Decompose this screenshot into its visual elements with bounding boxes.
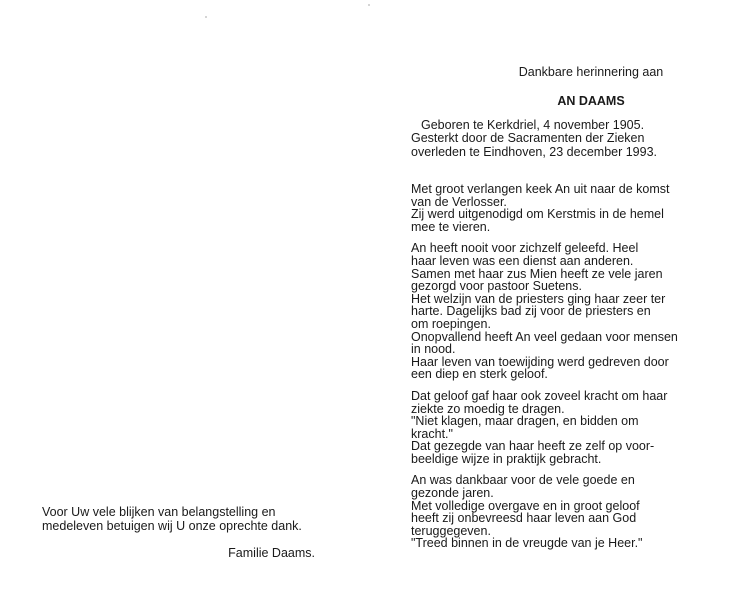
memorial-paragraph	[411, 390, 686, 466]
memorial-line: haar leven was een dienst aan anderen.	[411, 253, 634, 268]
biography	[411, 119, 686, 159]
memorial-paragraph	[411, 183, 686, 233]
memorial-paragraph	[411, 242, 686, 381]
memorial-line: Samen met haar zus Mien heeft ze vele jaren	[411, 266, 663, 281]
memorial-line: Dat geloof gaf haar ook zoveel kracht om haar	[411, 388, 668, 403]
memorial-text	[411, 183, 686, 550]
memorial-line: ziekte zo moedig te dragen.	[411, 401, 565, 416]
memorial-line: een diep en sterk geloof.	[411, 367, 548, 382]
memorial-line: "Treed binnen in de vreugde van je Heer."	[411, 536, 643, 551]
thanks-line: medeleven betuigen wij U onze oprechte dank.	[42, 518, 302, 533]
memorial-line: Dat gezegde van haar heeft ze zelf op voor-	[411, 439, 655, 454]
memorial-line: gezonde jaren.	[411, 486, 494, 501]
memorial-line: harte. Dagelijks bad zij voor de priesters en	[411, 304, 651, 319]
family-signature: Familie Daams.	[228, 546, 315, 560]
memorial-line: gezorgd voor pastoor Suetens.	[411, 279, 582, 294]
right-panel	[367, 0, 735, 597]
memorial-line: Haar leven van toewijding werd gedreven door	[411, 354, 669, 369]
thanks-message	[42, 506, 318, 533]
memorial-line: Het welzijn van de priesters ging haar zeer ter	[411, 291, 666, 306]
memorial-line: teruggegeven.	[411, 523, 491, 538]
deceased-name: AN DAAMS	[557, 94, 625, 108]
bio-line: Geboren te Kerkdriel, 4 november 1905.	[421, 118, 645, 132]
memorial-line: om roepingen.	[411, 316, 491, 331]
memorial-line: kracht."	[411, 426, 453, 441]
memorial-line: Zij werd uitgenodigd om Kerstmis in de hemel	[411, 207, 664, 222]
memorial-line: Met groot verlangen keek An uit naar de komst	[411, 182, 670, 196]
memorial-line: Met volledige overgave en in groot geloof	[411, 498, 640, 513]
bio-line: Gesterkt door de Sacramenten der Zieken	[411, 131, 645, 146]
intro-text: Dankbare herinnering aan	[518, 65, 664, 79]
memorial-line: beeldige wijze in praktijk gebracht.	[411, 451, 602, 466]
memorial-line: heeft zij onbevreesd haar leven aan God	[411, 511, 637, 526]
thanks-line: Voor Uw vele blijken van belangstelling en	[42, 505, 276, 519]
bio-line: overleden te Eindhoven, 23 december 1993.	[411, 144, 658, 159]
left-panel	[0, 0, 367, 597]
memorial-line: Onopvallend heeft An veel gedaan voor mensen	[411, 329, 678, 344]
memorial-line: van de Verlosser.	[411, 194, 507, 209]
memorial-line: An was dankbaar voor de vele goede en	[411, 473, 635, 488]
memorial-line: mee te vieren.	[411, 219, 491, 234]
paper-speck	[205, 16, 207, 18]
memorial-line: "Niet klagen, maar dragen, en bidden om	[411, 414, 639, 429]
memorial-paragraph	[411, 474, 686, 550]
memorial-line: An heeft nooit voor zichzelf geleefd. Heel	[411, 241, 639, 256]
memorial-line: in nood.	[411, 342, 456, 357]
